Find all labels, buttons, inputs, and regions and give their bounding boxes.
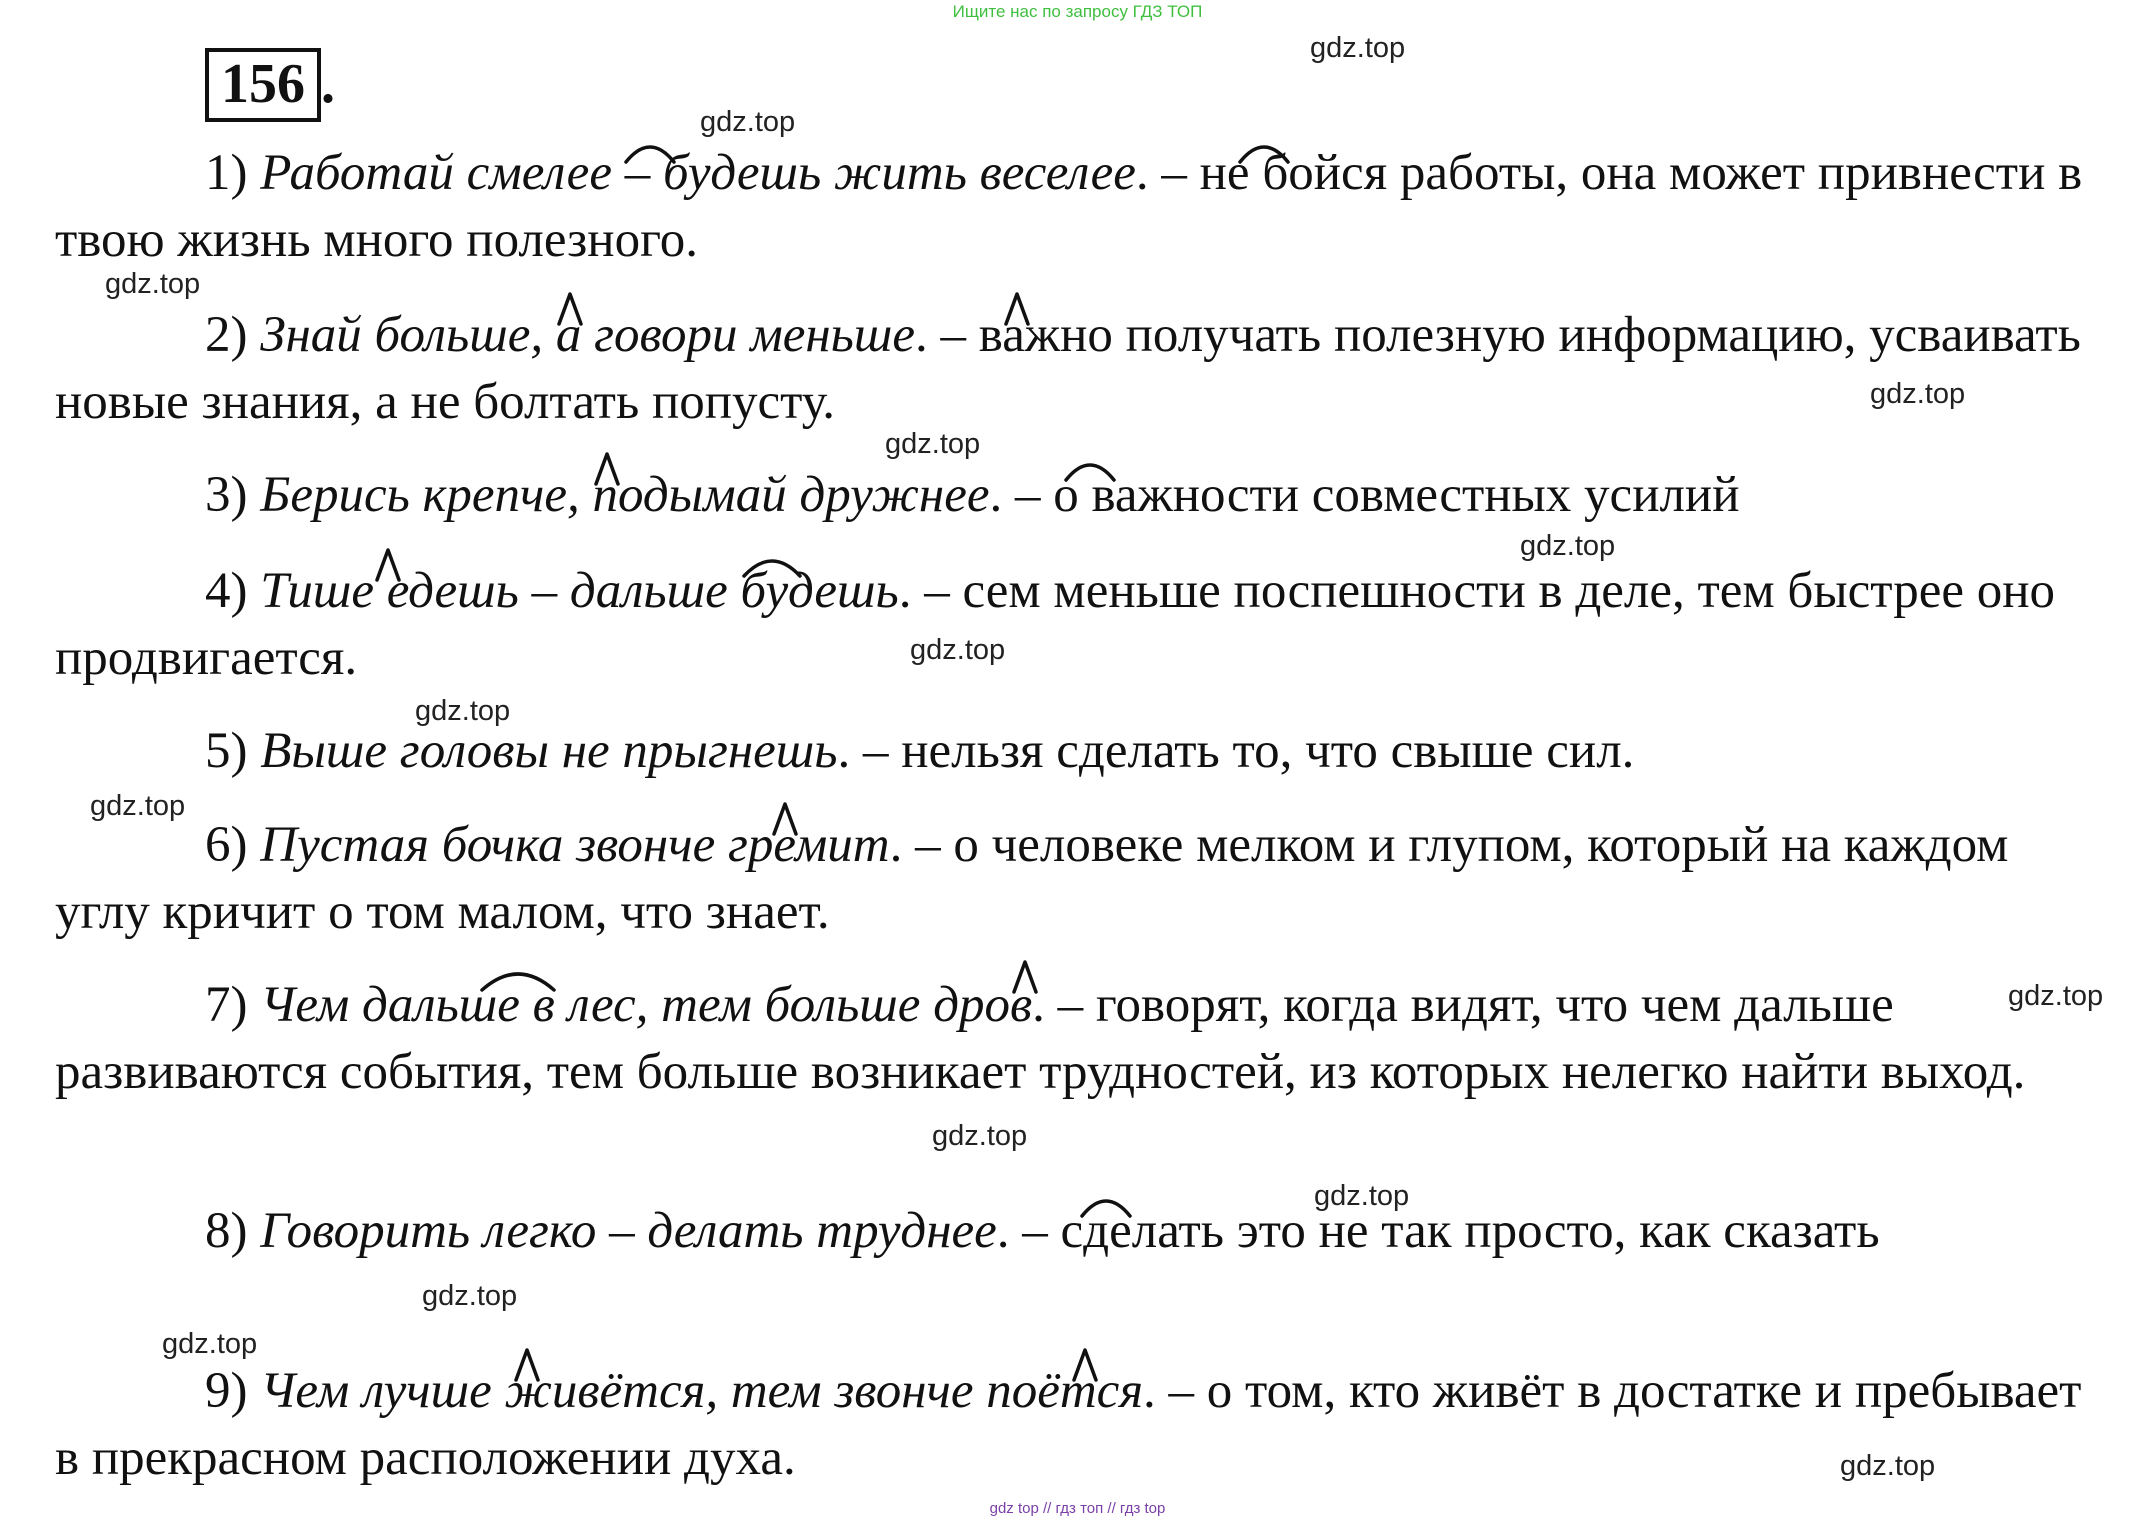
proverb: Работай смелее – будешь жить веселее (260, 145, 1136, 201)
item-8 (55, 1198, 2115, 1265)
watermark: gdz.top (1310, 32, 1406, 64)
explanation: . – важно получать полезную информацию, усваивать новые знания, а не болтать попусту. (55, 307, 2081, 430)
proverb: Чем лучше живётся, тем звонче поётся (260, 1363, 1144, 1419)
item-number: 3) (205, 467, 248, 523)
watermark: gdz.top (885, 428, 981, 460)
watermark: gdz.top (932, 1120, 1028, 1152)
item-number: 5) (205, 723, 248, 779)
task-number-dot: . (321, 53, 335, 115)
proverb: Говорить легко – делать труднее (260, 1203, 997, 1259)
watermark: gdz.top (910, 634, 1006, 666)
proverb: Чем дальше в лес, тем больше дров (260, 977, 1033, 1033)
watermark: gdz.top (90, 790, 186, 822)
explanation: . – не бойся работы, она может привнести в твою жизнь много полезного. (55, 145, 2083, 268)
explanation: . – о человеке мелком и глупом, который на каждом углу кричит о том малом, что знает. (55, 817, 2009, 940)
watermark: gdz.top (162, 1328, 258, 1360)
watermark: gdz.top (700, 106, 796, 138)
item-4 (55, 558, 2115, 692)
item-3 (55, 462, 2115, 529)
watermark: gdz.top (415, 695, 511, 727)
item-9 (55, 1358, 2115, 1492)
watermark: gdz.top (1314, 1180, 1410, 1212)
item-5 (55, 718, 2115, 785)
explanation: . – говорят, когда видят, что чем дальше развиваются события, тем больше возникает трудностей, из которых нелегко найти выход. (55, 977, 2026, 1100)
item-1 (55, 140, 2115, 274)
explanation: . – сем меньше поспешности в деле, тем быстрее оно продвигается. (55, 563, 2056, 686)
task-number-value: 156 (221, 53, 305, 115)
watermark: gdz.top (105, 268, 201, 300)
item-number: 7) (205, 977, 248, 1033)
task-number-box (205, 48, 321, 122)
item-number: 9) (205, 1363, 248, 1419)
proverb: Пустая бочка звонче гремит (260, 817, 890, 873)
proverb: Тише едешь – дальше будешь (260, 563, 899, 619)
item-number: 2) (205, 307, 248, 363)
watermark: gdz.top (422, 1280, 518, 1312)
item-number: 4) (205, 563, 248, 619)
top-banner: Ищите нас по запросу ГДЗ ТОП (952, 2, 1203, 21)
proverb: Выше головы не прыгнешь (260, 723, 838, 779)
item-7 (55, 972, 2115, 1106)
item-number: 1) (205, 145, 248, 201)
task-number (205, 48, 335, 122)
watermark: gdz.top (2008, 980, 2104, 1012)
watermark: gdz.top (1520, 530, 1616, 562)
item-2 (55, 302, 2115, 436)
item-6 (55, 812, 2115, 946)
explanation: . – нельзя сделать то, что свыше сил. (837, 723, 1635, 779)
proverb: Берись крепче, подымай дружнее (260, 467, 990, 523)
explanation: . – о том, кто живёт в достатке и пребывает в прекрасном расположении духа. (55, 1363, 2082, 1486)
item-number: 6) (205, 817, 248, 873)
watermark: gdz.top (1840, 1450, 1936, 1482)
proverb: Знай больше, а говори меньше (260, 307, 916, 363)
watermark: gdz.top (1870, 378, 1966, 410)
explanation: . – сделать это не так просто, как сказать (996, 1203, 1880, 1259)
explanation: . – о важности совместных усилий (989, 467, 1740, 523)
bottom-banner: gdz top // гдз топ // гдз top (989, 1500, 1166, 1517)
item-number: 8) (205, 1203, 248, 1259)
